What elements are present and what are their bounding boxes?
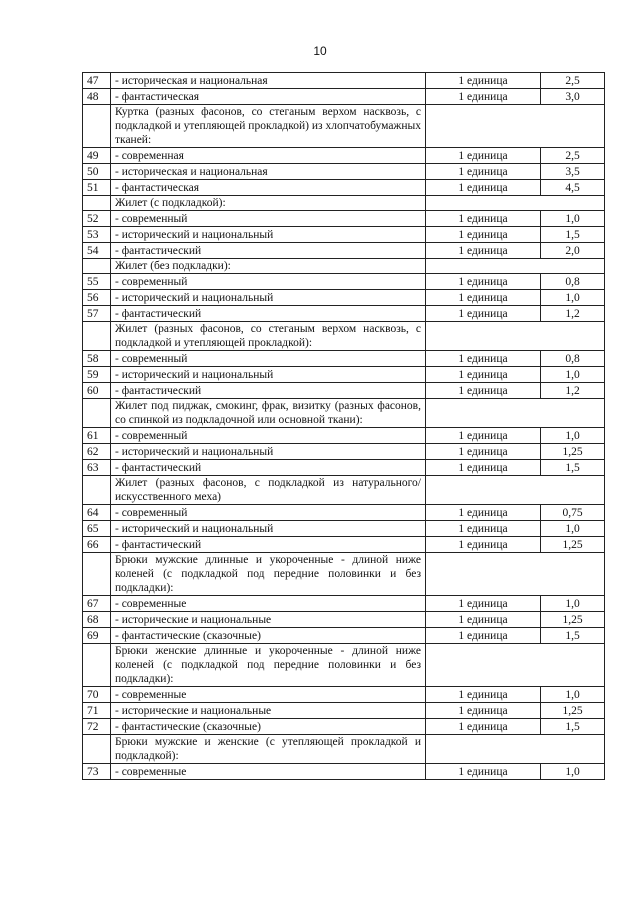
row-number: 68 (83, 612, 111, 628)
value-cell: 1,2 (541, 383, 605, 399)
row-number (83, 644, 111, 687)
item-name: - фантастическая (111, 89, 426, 105)
table-row (83, 243, 605, 259)
row-number: 70 (83, 687, 111, 703)
section-heading-row (83, 322, 605, 351)
table-row (83, 612, 605, 628)
table-row (83, 687, 605, 703)
table-row (83, 719, 605, 735)
section-heading-row (83, 553, 605, 596)
section-heading-row (83, 735, 605, 764)
value-cell: 1,0 (541, 367, 605, 383)
unit-cell: 1 единица (426, 383, 541, 399)
table-row (83, 227, 605, 243)
section-heading-row (83, 105, 605, 148)
row-number (83, 735, 111, 764)
item-name: - исторический и национальный (111, 227, 426, 243)
unit-cell: 1 единица (426, 227, 541, 243)
item-name: - современные (111, 596, 426, 612)
value-cell: 2,5 (541, 148, 605, 164)
section-heading-row (83, 196, 605, 211)
table-row (83, 703, 605, 719)
value-cell: 1,25 (541, 703, 605, 719)
unit-cell: 1 единица (426, 89, 541, 105)
row-number: 49 (83, 148, 111, 164)
row-number: 69 (83, 628, 111, 644)
table-row (83, 73, 605, 89)
row-number: 51 (83, 180, 111, 196)
table-row (83, 89, 605, 105)
table-row (83, 505, 605, 521)
section-heading-row (83, 259, 605, 274)
item-name: - исторический и национальный (111, 521, 426, 537)
value-cell: 0,75 (541, 505, 605, 521)
row-number (83, 196, 111, 211)
item-name: - современные (111, 764, 426, 780)
value-cell: 1,0 (541, 290, 605, 306)
table-row (83, 290, 605, 306)
value-cell: 1,25 (541, 612, 605, 628)
unit-cell: 1 единица (426, 428, 541, 444)
table-row (83, 628, 605, 644)
value-cell: 1,5 (541, 628, 605, 644)
table-row (83, 164, 605, 180)
unit-cell: 1 единица (426, 460, 541, 476)
item-name: - фантастические (сказочные) (111, 628, 426, 644)
empty-cell (426, 735, 605, 764)
table-row (83, 367, 605, 383)
unit-cell: 1 единица (426, 274, 541, 290)
row-number: 63 (83, 460, 111, 476)
empty-cell (426, 553, 605, 596)
row-number: 66 (83, 537, 111, 553)
row-number: 47 (83, 73, 111, 89)
table-row (83, 428, 605, 444)
section-heading: Брюки женские длинные и укороченные - длиной ниже коленей (с подкладкой под передние половинки и без подкладки): (111, 644, 426, 687)
value-cell: 3,0 (541, 89, 605, 105)
row-number: 64 (83, 505, 111, 521)
item-name: - современный (111, 274, 426, 290)
value-cell: 1,5 (541, 227, 605, 243)
item-name: - исторический и национальный (111, 290, 426, 306)
item-name: - исторический и национальный (111, 444, 426, 460)
page-number: 10 (313, 44, 327, 58)
item-name: - современный (111, 351, 426, 367)
value-cell: 2,0 (541, 243, 605, 259)
unit-cell: 1 единица (426, 703, 541, 719)
table-row (83, 383, 605, 399)
row-number: 65 (83, 521, 111, 537)
row-number: 55 (83, 274, 111, 290)
table-row (83, 764, 605, 780)
item-name: - фантастический (111, 537, 426, 553)
item-name: - историческая и национальная (111, 73, 426, 89)
row-number (83, 399, 111, 428)
row-number (83, 322, 111, 351)
unit-cell: 1 единица (426, 351, 541, 367)
row-number (83, 105, 111, 148)
row-number: 50 (83, 164, 111, 180)
section-heading: Жилет (без подкладки): (111, 259, 426, 274)
section-heading: Жилет (разных фасонов, со стеганым верхом насквозь, с подкладкой и утепляющей прокладкой): (111, 322, 426, 351)
table-row (83, 306, 605, 322)
section-heading: Брюки мужские и женские (с утепляющей прокладкой и подкладкой): (111, 735, 426, 764)
item-name: - фантастическая (111, 180, 426, 196)
row-number: 52 (83, 211, 111, 227)
table-row (83, 521, 605, 537)
item-name: - фантастический (111, 243, 426, 259)
row-number: 56 (83, 290, 111, 306)
table-row (83, 211, 605, 227)
empty-cell (426, 105, 605, 148)
table-body (83, 73, 605, 780)
item-name: - фантастический (111, 460, 426, 476)
row-number: 72 (83, 719, 111, 735)
empty-cell (426, 399, 605, 428)
item-name: - современный (111, 428, 426, 444)
value-cell: 1,0 (541, 521, 605, 537)
row-number: 67 (83, 596, 111, 612)
unit-cell: 1 единица (426, 211, 541, 227)
empty-cell (426, 322, 605, 351)
section-heading: Куртка (разных фасонов, со стеганым верхом насквозь, с подкладкой и утепляющей прокладкой) из хлопчатобумажных тканей: (111, 105, 426, 148)
section-heading-row (83, 476, 605, 505)
value-cell: 4,5 (541, 180, 605, 196)
row-number: 48 (83, 89, 111, 105)
value-cell: 1,25 (541, 537, 605, 553)
unit-cell: 1 единица (426, 764, 541, 780)
unit-cell: 1 единица (426, 521, 541, 537)
unit-cell: 1 единица (426, 243, 541, 259)
value-cell: 1,2 (541, 306, 605, 322)
row-number (83, 259, 111, 274)
row-number: 58 (83, 351, 111, 367)
table-row (83, 180, 605, 196)
row-number (83, 476, 111, 505)
unit-cell: 1 единица (426, 719, 541, 735)
table-row (83, 274, 605, 290)
unit-cell: 1 единица (426, 444, 541, 460)
value-cell: 2,5 (541, 73, 605, 89)
table-row (83, 444, 605, 460)
unit-cell: 1 единица (426, 73, 541, 89)
unit-cell: 1 единица (426, 148, 541, 164)
unit-cell: 1 единица (426, 164, 541, 180)
item-name: - историческая и национальная (111, 164, 426, 180)
row-number: 59 (83, 367, 111, 383)
item-name: - современная (111, 148, 426, 164)
section-heading: Жилет под пиджак, смокинг, фрак, визитку (разных фасонов, со спинкой из подкладочной или основной ткани): (111, 399, 426, 428)
unit-cell: 1 единица (426, 687, 541, 703)
row-number: 73 (83, 764, 111, 780)
unit-cell: 1 единица (426, 628, 541, 644)
unit-cell: 1 единица (426, 306, 541, 322)
row-number: 71 (83, 703, 111, 719)
value-cell: 0,8 (541, 351, 605, 367)
unit-cell: 1 единица (426, 505, 541, 521)
value-cell: 1,0 (541, 687, 605, 703)
item-name: - современный (111, 505, 426, 521)
unit-cell: 1 единица (426, 596, 541, 612)
price-table (82, 72, 605, 780)
unit-cell: 1 единица (426, 612, 541, 628)
row-number (83, 553, 111, 596)
item-name: - исторический и национальный (111, 367, 426, 383)
item-name: - исторические и национальные (111, 612, 426, 628)
value-cell: 1,0 (541, 428, 605, 444)
item-name: - фантастический (111, 383, 426, 399)
empty-cell (426, 259, 605, 274)
table-row (83, 596, 605, 612)
item-name: - современные (111, 687, 426, 703)
table-row (83, 351, 605, 367)
row-number: 57 (83, 306, 111, 322)
unit-cell: 1 единица (426, 180, 541, 196)
section-heading: Брюки мужские длинные и укороченные - длиной ниже коленей (с подкладкой под передние половинки и без подкладки): (111, 553, 426, 596)
table-row (83, 537, 605, 553)
section-heading: Жилет (с подкладкой): (111, 196, 426, 211)
item-name: - исторические и национальные (111, 703, 426, 719)
unit-cell: 1 единица (426, 367, 541, 383)
section-heading-row (83, 644, 605, 687)
row-number: 61 (83, 428, 111, 444)
unit-cell: 1 единица (426, 537, 541, 553)
section-heading: Жилет (разных фасонов, с подкладкой из натурального/искусственного меха) (111, 476, 426, 505)
section-heading-row (83, 399, 605, 428)
unit-cell: 1 единица (426, 290, 541, 306)
value-cell: 1,0 (541, 764, 605, 780)
item-name: - фантастический (111, 306, 426, 322)
table-row (83, 148, 605, 164)
item-name: - современный (111, 211, 426, 227)
row-number: 54 (83, 243, 111, 259)
value-cell: 1,0 (541, 211, 605, 227)
row-number: 53 (83, 227, 111, 243)
row-number: 60 (83, 383, 111, 399)
item-name: - фантастические (сказочные) (111, 719, 426, 735)
empty-cell (426, 196, 605, 211)
value-cell: 1,5 (541, 719, 605, 735)
value-cell: 0,8 (541, 274, 605, 290)
empty-cell (426, 644, 605, 687)
value-cell: 3,5 (541, 164, 605, 180)
value-cell: 1,0 (541, 596, 605, 612)
empty-cell (426, 476, 605, 505)
row-number: 62 (83, 444, 111, 460)
value-cell: 1,25 (541, 444, 605, 460)
value-cell: 1,5 (541, 460, 605, 476)
table-row (83, 460, 605, 476)
